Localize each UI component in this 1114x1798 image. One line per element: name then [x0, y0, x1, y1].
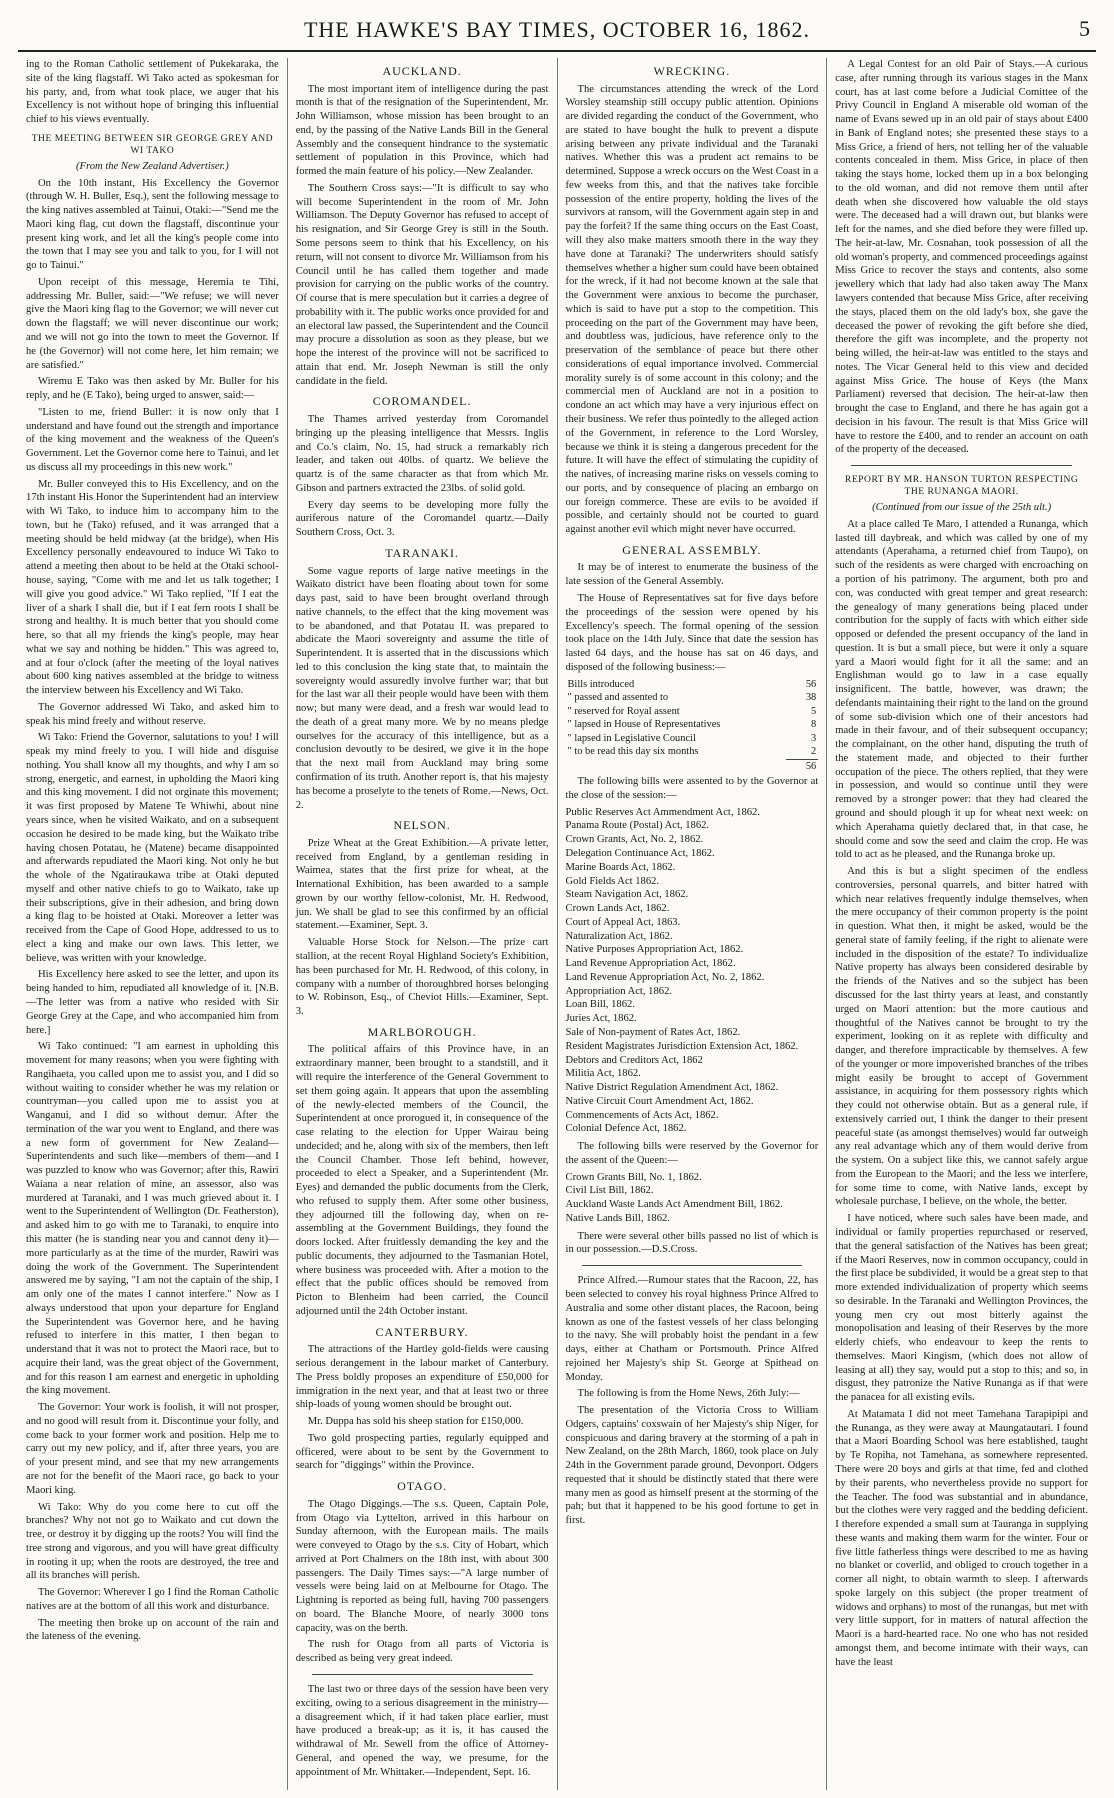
column-1 [18, 58, 287, 1790]
bills-statistics-row [566, 705, 819, 719]
news-paragraph: Valuable Horse Stock for Nelson.—The prize cart stallion, at the recent Royal Highland Society's Exhibition, has been purchased for Mr. H. Redwood, of this colony, in company with a number of thoroughbred horses belonging to W. Robinson, Esq., of Cheviot Hills.—Examiner, Sept. 3. [295, 937, 549, 1018]
meeting-source: (From the New Zealand Advertiser.) [76, 160, 229, 172]
bill-list-item: Civil List Bill, 1862. [565, 1185, 654, 1197]
news-paragraph: The Thames arrived yesterday from Coromandel bringing up the pleasing intelligence that Messrs. Inglis and Co.'s claim, No. 15, had struck a remarkably rich leader, and taken out 40lbs. of quartz. We believe the quartz is of the same character as that from which Mr. Gibson and partners extracted the 23lbs. of solid gold. [295, 414, 549, 494]
masthead [18, 10, 1096, 52]
bill-list-item: Delegation Continuance Act, 1862. [565, 848, 715, 860]
bills-statistics-value: 56 [805, 678, 817, 690]
bills-statistics-row [566, 691, 819, 705]
report-paragraph: At a place called Te Maro, I attended a Runanga, which lasted till daybreak, and which was called by one of my attendants (Aperahama, a returned chief from Taupo), on such of the residents as were charged with encroaching on a portion of his patrimony. The argument, both pro and con, was conducted with great temper and great research: the genealogy of many generations being placed under contribution for the supply of facts with which either side opposed or defended the present occupancy of the land in question. It is but a small piece, but were it only a square yard a Maori would fight for it all the same: and an Englishman would go to law in a case equally insignificent. The battle, however, was drawn; the defendants maintaining their right to the land on the ground of some sub-division which one of their ancestors had made in their favour, and of their subsequent occupancy; the complainant, on the other hand, disputing the truth of the statement made, and objected to their further occupation of the piece. The others replied, that they were in possession, and would so continue until they were removed by a stronger power: that they had cleared the ground and should plough it up for wheat next week: on which Aperahama quietly declared that, in that case, he should come and sow the seed and claim the crop. He was told to act as he pleased, and the Runanga broke up. [835, 518, 1088, 861]
bill-list-item: Militia Act, 1862. [565, 1068, 641, 1080]
assembly-paragraph: There were several other bills passed no list of which is in our possession.—D.S.Cross. [565, 1230, 819, 1256]
bill-list-item: Auckland Waste Lands Act Amendment Bill, 1862. [565, 1199, 783, 1211]
meeting-paragraph: "Listen to me, friend Buller: it is now only that I understand and have found out the strength and importance of the king movement and the weakness of the Queen's Government. Let the Governor come here to Tainui, and let us discuss all my proceedings in this new work." [26, 406, 279, 473]
wrecking-paragraph: The circumstances attending the wreck of the Lord Worsley steamship still occupy public attention. Opinions are divided regarding the conduct of the Government, who are stated to have bought the hulk to prevent a dispute arising between any private individual and the Taranaki natives. Whether this was a prudent act remains to be determined. Suppose a wreck occurs on the West Coast in a few weeks from this, and that the natives take forcible possession of the entire property, holding the lives of the survivors at ransom, will the Government again step in and pay the forfeit? If the same thing occurs on the East Coast, will they also make matters smooth there in the way they have done at Taranaki? The underwriters should satisfy themselves whether a higher sum could have been obtained for the wreck, if it had not become known at the sale that the Government were anxious to become the purchaser, which is said to have put a stop to the competition. This proceeding on the part of the Government may have been, and doubtless was, judicious, have reference only to the preservation of the semblance of peace but there other considerations of equal importance involved. Commercial morality surely is of some account in this colony; and the commercial men of Auckland are not in a position to condone an act which may have a very injurious effect on their business. We refer thus pointedly to the alleged action of the Government, in reference to the Lord Worsley, because we think it is steing a dangerous precedent for the future. It will have the effect of stimulating the cupidity of the natives, of increasing marine risks on vessels coming to our ports, and by consequence of placing an embargo on our foreign commerce. These are evils to be avoided if possible, and certainly should not be courted to guard against another evil which might never have occurred. [565, 83, 819, 536]
news-paragraph: The most important item of intelligence during the past month is that of the resignation of the Superintendent, Mr. John Williamson, whose mission has been brought to an end, by the passing of the Native Lands Bill in the General Assembly and the consequent hindrance to the systematic settlement of population in this Province, which had formed the main feature of his policy.—New Zealander. [295, 83, 549, 178]
bill-list-item: Resident Magistrates Jurisdiction Extension Act, 1862. [565, 1040, 799, 1052]
bills-statistics-label: " lapsed in Legislative Council [567, 732, 696, 744]
bill-list-item: Native Lands Bill, 1862. [565, 1212, 670, 1224]
legal-contest-paragraph: A Legal Contest for an old Pair of Stays.—A curious case, after running through its various stages in the Manx court, has at last come before a Judicial Comittee of the Privy Council in England A miserable old woman of the name of Evans sewed up in an old pair of stays about £400 in Bank of England notes; she presented these stays to a Miss Grice, a friend of hers, not telling her of the valuable contents concealed in them. Miss Grice, in place of then taking the stays home, locked them up in a box belonging to the old woman, and did not remove them until after death when she discovered how valuable the old stays were. The deceased had a will drawn out, but blanks were left for the names, and she died before they were filled up. The heir-at-law, Mr. Cosnahan, took possession of all the old woman's property, and commenced proceedings against Miss Grice to recover the stays and contents, also some jewellery which that lady had also taken away The Manx lawyers contended that because Miss Grice, after receiving the stays, placed them on the old lady's box, she gave the deceased the power of revoking the gift before she died, therefore the gift was incomplete, and the property not being willed, the heir-at-law was entitled to the stays and notes. The Vicar General held to this view and decided against Miss Grice. The house of Keys (the Manx Parliament) reversed that decision. The heir-at-law then brought the case to England, and there he has again got a decision in his favour. The result is that Miss Grice will have to restore the £400, and to render an account on oath of the property of the deceased. [835, 59, 1088, 456]
meeting-paragraph: Wi Tako: Why do you come here to cut off the branches? Why not not go to Waikato and cut down the tree, or destroy it by digging up the roots? You will find the tree strong and vigorous, and you will have great difficulty in rooting it up; when the roots are destroyed, the tree and all its branches will perish. [26, 1501, 279, 1582]
news-paragraph: Two gold prospecting parties, regularly equipped and officered, were about to be sent by the Government to search for "diggings" within the Province. [295, 1432, 549, 1472]
news-paragraph: Some vague reports of large native meetings in the Waikato district have been floating about town for some days past, said to have been brought overland through native channels, to the effect that the king movement was to be abandoned, and that Potatau II. was prepared to abdicate the Maori sovereignty and assume the title of Superintendent. It is asserted that in the discussions which led to this conclusion the king state that, to maintain the sovereignty would assuredly involve further war; that but for the last war all their people would have been with them now; but many were dead, and a fresh war would lead to the death of a great many more. We by no means pledge ourselves for the accuracy of this intelligence, but as a conclusion devoutly to be desired, we give it in the hope that the next mail from Auckland may bring some confirmation of its truth. Another report is, that his majesty has become a proselyte to the tenets of Rome.—News, Oct. 2. [295, 565, 549, 811]
bills-statistics-label: Bills introduced [567, 678, 635, 690]
bills-statistics-row [566, 732, 819, 746]
news-paragraph: The rush for Otago from all parts of Victoria is described as being very great indeed. [295, 1639, 549, 1665]
bill-list-item: Steam Navigation Act, 1862. [565, 889, 689, 901]
news-paragraph: The political affairs of this Province have, in an extraordinary manner, been brought to a standstill, and it will require the interference of the General Government to set them going again. It appears that upon the assembling of the newly-elected members of the Council, the Superintendent at once prorogued it, in consequence of the case relating to the election for Upper Wairau being undecided; and he, along with six of the members, then left the Council Chamber. Those left behind, however, proceeded to elect a Speaker, and a Superintendent (Mr. Eyes) and demanded the public documents from the Clerk, who refused to supply them. After some other business, they adjourned till the following day, when on re-assembling at the Government Buildings, they found the doors locked. After fruitlessly demanding the key and the public documents, they adjourned to the Tasmanian Hotel, where business was proceeded with. After a motion to the effect that the public offices should be removed from Picton to Blenheim had been carried, the Council adjourned until the 24th October instant. [295, 1044, 549, 1317]
reserved-bills-list [566, 1171, 819, 1226]
meeting-paragraph: The Governor: Your work is foolish, it will not prosper, and no good will result from it. Discontinue your folly, and come back to your former work and position. Help me to carry out my new policy, and if, after three years, you are of your present mind, and see that my new arrangements are not for the benefit of the Maori race, go back to your Maori king. [26, 1402, 279, 1496]
news-paragraph: The Otago Diggings.—The s.s. Queen, Captain Pole, from Otago via Lyttelton, arrived in this harbour on Sunday afternoon, with the European mails. The mails were conveyed to Otago by the s.s. City of Hobart, which arrived at Port Chalmers on the 18th inst, with about 300 passengers. The Daily Times says:—"A large number of vessels were being laid on at Melbourne for Otago. The Lightning is reported as being full, having 700 passengers on board. The Blanche Moore, of nearly 3000 tons capacity, was on the berth. [295, 1498, 549, 1634]
assembly-paragraph: It may be of interest to enumerate the business of the late session of the General Assembly. [565, 562, 819, 588]
bill-list-item: Marine Boards Act, 1862. [565, 861, 676, 873]
meeting-paragraph: His Excellency here asked to see the letter, and upon its being handed to him, repudiated all knowledge of it. [N.B.—The letter was from a native who resided with Sir George Grey at the Cape, and who accompanied him from here.] [26, 969, 279, 1036]
bill-list-item: Debtors and Creditors Act, 1862 [565, 1054, 703, 1066]
divider [312, 1674, 533, 1675]
bill-list-item: Naturalization Act, 1862. [565, 930, 673, 942]
report-paragraph: And this is but a slight specimen of the endless controversies, personal quarrels, and bitter hatred with which near relatives frequently indulge themselves, when the mere occupancy of their common property is the point in question. What then, it might be asked, would be the general state of family feeling, if the right to alienate were included in the disposition of the estate? To individualize Native property has always been considered desirable by the friends of the Natives and so the subject has been discussed for the last thirty years at least, and constantly urged on Maori attention: but the more cautious and thoughtful of the Natives cannot be brought to try the experiment, looking on it as replete with difficulty and danger, and therefore impracticable by themselves. A few of the younger or more impoverished branches of the tribes might easily be brought to accept of Government assistance, in acquiring for them possessory rights which they could not otherwise obtain. But as a general rule, if extensively carried out, I think the danger to their present peaceful state (as amongst themselves) would far outweigh any real advantage which any of them would derive from the system. On a subject like this, we cannot safely argue from the European to the Maori; and the less we interfere, for some time to come, with Native lands, except by wholesale purchase, I believe, on the whole, the better. [835, 866, 1088, 1208]
page-columns [18, 58, 1096, 1790]
bill-list-item: Court of Appeal Act, 1863. [565, 916, 681, 928]
meeting-paragraph: Wi Tako continued: "I am earnest in upholding this movement for many reasons; when you were fighting with Rangihaeta, you called upon me to assist you, and I did so without waiting to consider whether he was my relation or countryman—you called upon me to assist you at Wanganui, and I did so without demur. After the termination of the war you went to England, and there was a new form of government for New Zealand—Superintendents and such like—members of them—and I was puzzled to know who was Governor; after this, Rawiri Waiana a near relation of mine, an assessor, also was murdered at Taranaki, and I was much grieved about it. I went to the Superintendent of Wellington (Dr. Featherston), and asked him to go with me to Taranaki, to enquire into this matter (he is standing near you and cannot deny it)—more particularly as at the time of the murder, Rawiri was doing the work of the Government. The Superintendent answered me by saying, "I am not the captain of the ship, I am only one of the mates I cannot interfere." Now as I always understood that upon your departure for England the Superintendent was Governor here, and he having refused to interfere in this matter, I then began to understand that it was not to protect the Maori race, but to acquire their land, was the great object of the Government, and for this reason I am earnest and energetic in upholding the king movement. [26, 1041, 279, 1397]
column-4 [826, 58, 1096, 1790]
bill-list-item: Crown Grants, Act, No. 2, 1862. [565, 834, 704, 846]
report-paragraph: I have noticed, where such sales have been made, and individual or family properties repurchased or reserved, that the general satisfaction of the Natives has been great; if the Maori Reserves, now in common occupancy, could in the first place be subdivided, it would be a great step to that more extended individualization of property which seems so desirable. In the Taranaki and Wellington Provinces, the young men cry out most bitterly against the monopolisation and leasing of their Reserves by the more elderly chiefs, who endeavour to keep the rents to themselves. Maori Kingism, (which does not allow of leasing at all) they say, would put a stop to this; and so, in disgust, they patronize the Native Runanga as if that were the panacea for all existing evils. [835, 1213, 1088, 1404]
bill-list-item: Native Purposes Appropriation Act, 1862. [565, 944, 744, 956]
meeting-paragraph: The meeting then broke up on account of the rain and the lateness of the evening. [26, 1617, 279, 1643]
bill-list-item: Sale of Non-payment of Rates Act, 1862. [565, 1026, 741, 1038]
bills-statistics-row [566, 718, 819, 732]
bill-list-item: Loan Bill, 1862. [565, 999, 635, 1011]
news-paragraph: Mr. Duppa has sold his sheep station for £150,000. [307, 1416, 524, 1428]
bills-statistics-row [566, 745, 819, 759]
bills-statistics-value: 38 [805, 692, 817, 704]
bill-list-item: Crown Lands Act, 1862. [565, 903, 670, 915]
bill-list-item: Land Revenue Appropriation Act, No. 2, 1862. [565, 971, 765, 983]
page-number: 5 [1079, 16, 1090, 41]
bills-statistics-value: 3 [811, 732, 817, 744]
divider [582, 1265, 803, 1266]
bills-statistics-value: 5 [811, 705, 817, 717]
bills-total: 56 [786, 759, 818, 773]
meeting-paragraph: The Governor addressed Wi Tako, and asked him to speak his mind freely and without reserve. [26, 701, 279, 727]
news-paragraph: Every day seems to be developing more fully the auriferous nature of the Coromandel quartz.—Daily Southern Cross, Oct. 3. [295, 499, 549, 539]
bill-list-item: Land Revenue Appropriation Act, 1862. [565, 958, 736, 970]
section-heading-canterbury: CANTERBURY. [375, 1324, 469, 1339]
bill-list-item: Juries Act, 1862. [565, 1013, 637, 1025]
bill-list-item: Colonial Defence Act, 1862. [565, 1123, 687, 1135]
bill-list-item: Native District Regulation Amendment Act, 1862. [565, 1082, 779, 1094]
meeting-paragraph: Wiremu E Tako was then asked by Mr. Buller for his reply, and he (E Tako), being urged to answer, said:— [26, 376, 279, 402]
news-paragraph: The following is from the Home News, 26th July:— [577, 1388, 800, 1400]
meeting-paragraph: On the 10th instant, His Excellency the Governor (through W. H. Buller, Esq.), sent the following message to the king natives assembled at Tainui, Otaki:—"Send me the Maori king flag, cut down the flagstaff, discontinue your present king work, and let all the king's people come into the town that I may see you and talk to you, for I will not go to Tainui." [26, 177, 279, 272]
newspaper-title: THE HAWKE'S BAY TIMES, OCTOBER 16, 1862. [303, 17, 811, 42]
meeting-paragraph: The Governor: Wherever I go I find the Roman Catholic natives are at the bottom of all this work and disturbance. [26, 1587, 279, 1612]
bills-statistics-label: " lapsed in House of Representatives [567, 719, 721, 731]
section-heading-otago: OTAGO. [397, 1479, 448, 1494]
news-paragraph: The attractions of the Hartley gold-fields were causing serious derangement in the labour market of Canterbury. The Press boldly proposes an expenditure of £50,000 for immigration in the next year, and that at least two or three ship-loads of young women should be brought out. [295, 1344, 549, 1411]
bills-statistics-label: " passed and assented to [567, 692, 669, 704]
bill-list-item: Panama Route (Postal) Act, 1862. [565, 820, 710, 832]
section-heading-taranaki: TARANAKI. [385, 545, 459, 560]
meeting-paragraph: Upon receipt of this message, Heremia te Tihi, addressing Mr. Buller, said:—"We refuse; we will never give the Maori king flag to the Governor; we will never cut down the flagstaff; we will never discontinue our work; and we will not go into the town to meet the Governor. If he (the Governor) will not come here, let him remain; we are satisfied." [26, 276, 279, 371]
column-3 [557, 58, 827, 1790]
section-heading-marlborough: MARLBOROUGH. [367, 1024, 477, 1039]
section-heading-general-assembly: GENERAL ASSEMBLY. [622, 542, 762, 557]
bills-statistics-table [566, 678, 819, 774]
bill-list-item: Gold Fields Act 1862. [565, 875, 660, 887]
assembly-paragraph: The following bills were reserved by the Governor for the assent of the Queen:— [565, 1141, 819, 1166]
assented-bills-list [566, 806, 819, 1136]
divider [851, 465, 1072, 466]
meeting-paragraph: Mr. Buller conveyed this to His Excellency, and on the 17th instant His Honor the Superintendent had an interview with Wi Tako, to induce him to accompany him to the town, but he (Tako) refused, and it was arranged that a meeting should be held midway (at the bridge), when His Excellency personally endeavoured to induce Wi Tako to attend a meeting then about to be held at the Otaki school-house, saying, "Come with me and let us talk together; I will give you good advice." Wi Tako replied, "If I eat the liver of a shark I shall die, but if I eat fern roots I shall be strong and healthy. It is much better that you should come here, so that all my friends the king's people, may hear what we say and nothing be hidden." This was agreed to, and at four o'clock (after the meeting of the loyal natives about 600 king natives assembled at the bridge to witness the interview between his Excellency and Wi Tako. [26, 478, 279, 697]
bill-list-item: Crown Grants Bill, No. 1, 1862. [565, 1171, 702, 1183]
news-paragraph: The last two or three days of the session have been very exciting, owing to a serious disagreement in the ministry—a disagreement which, if it had taken place earlier, must have produced a break-up; as it is, it has caused the withdrawal of Mr. Sewell from the office of Attorney-General, and opened the way, we presume, for the appointment of Mr. Whittaker.—Independent, Sept. 16. [295, 1684, 549, 1778]
news-paragraph: Prize Wheat at the Great Exhibition.—A private letter, received from England, by a gentleman residing in Waimea, states that the first prize for wheat, at the International Exhibition, has been awarded to a sample grown by our worthy fellow-colonist, Mr. H. Redwood, jun. We shall be glad to see this confirmed by an official statement.—Examiner, Sept. 3. [295, 837, 549, 932]
assembly-paragraph: The following bills were assented to by the Governor at the close of the session:— [565, 776, 819, 801]
bills-statistics-row [566, 678, 819, 692]
section-heading-nelson: NELSON. [393, 818, 451, 833]
section-heading-wrecking: WRECKING. [653, 64, 731, 78]
article-continuation: ing to the Roman Catholic settlement of Pukekaraka, the site of the king flagstaff. Wi Tako acted as spokesman for his party, and, from what took place, we auger that his Excellency is not without hope of bringing this influential chief to his views eventually. [26, 59, 279, 126]
column-2 [287, 58, 557, 1790]
report-paragraph: At Matamata I did not meet Tamehana Tarapipipi and the Runanga, as they were away at Maungatautari. I found that a Maori Boarding School was here established, taught by Te Ropiha, not Tamehana, as somewhere represented. There were 20 boys and girls at that time, fed and clothed by their parents, who nevertheless provide no support for the Teacher. The food was substantial and in abundance, but the clothes were very ragged and the bedding deficient. I therefore expended a small sum at Tauranga in supplying these wants and making them warm for the winter. Four or five little fatherless things were described to me as having no blanket or coverlid, and obliged to crouch together in a corner all night, to obtain warmth to sleep. I afterwards spoke largely on this subject (the proper treatment of widows and orphans) to most of the runangas, but met with very little support, for in matters of natural affection the Maori is a hard-hearted race. No one who has not resided amongst them, and become intimate with their ways, can have the least [835, 1408, 1088, 1668]
report-headline: REPORT BY MR. HANSON TURTON RESPECTING THE RUNANGA MAORI. [844, 474, 1079, 498]
bill-list-item: Public Reserves Act Ammendment Act, 1862. [565, 806, 760, 818]
bill-list-item: Native Circuit Court Amendment Act, 1862. [565, 1095, 754, 1107]
meeting-paragraph: Wi Tako: Friend the Governor, salutations to you! I will speak my mind freely to you. I will hide and disguise nothing. You shall know all my thoughts, and why I am so strong, energetic, and earnest, in upholding the Maori king and this king movement. I did not orginate this movement; it was first proposed by Matene Te Whiwhi, about nine years since, when he visited Waikato, and on a subsequent occasion he desired to be made king, but the Waikato tribe having chosen Potatau, he (Matene) became disappointed and afterwards repudiated the Maori king. Not only he but the whole of the Ngatiraukawa tribe at Otaki deputed myself and other native chiefs to go to Waikato, take up their subscriptions, give in their adhesion, and bring down a king flag to be hoisted at Otaki. Moreover a letter was received from the Cape of Good Hope, addressed to us to elect a king and make our own laws. This letter, we believe, was written with your knowledge. [26, 732, 279, 964]
assembly-paragraph: The House of Representatives sat for five days before the proceedings of the session were opened by his Excellency's speech. The formal opening of the session took place on the 14th July. Since that date the session has lasted 64 days, and the house has sat on 46 days, and disposed of the following business:— [565, 592, 819, 673]
bills-statistics-value: 2 [811, 746, 817, 758]
section-heading-auckland: AUCKLAND. [382, 64, 462, 78]
bills-statistics-label: " reserved for Royal assent [567, 705, 680, 717]
news-paragraph: Prince Alfred.—Rumour states that the Racoon, 22, has been selected to convey his royal highness Prince Alfred to Australia and some other distant places, the Racoon, being known as one of the fastest vessels of her class belonging to the navy. She will probably hoist the pendant in a few days, either at Chatham or Portsmouth. Prince Alfred rejoined her Majesty's ship St. George at Spithead on Monday. [565, 1275, 819, 1383]
report-continued-note: (Continued from our issue of the 25th ult.) [872, 502, 1052, 514]
news-paragraph: The Southern Cross says:—"It is difficult to say who will become Superintendent in the room of Mr. John Williamson. The Deputy Governor has refused to accept of his resignation, and Sir George Grey is still in the South. Some persons seem to think that his Excellency, on his return, will not consent to divorce Mr. Williamson from his Council until he has called them together and made provision for carrying on the public works of the country. Of course that is mere speculation but it carries a degree of probability with it. The public works once provided for and an electoral law passed, the Superintendent and the Council may procure a dissolution as soon as they please, but we hope the interest of the province will not be sacrificed to attain that end. Mr. Joseph Newman is still the only candidate in the field. [295, 182, 549, 387]
section-heading-coromandel: COROMANDEL. [372, 394, 472, 409]
bills-statistics-value: 8 [811, 719, 817, 731]
bill-list-item: Appropriation Act, 1862. [565, 985, 673, 997]
bills-statistics-label: " to be read this day six months [567, 746, 699, 758]
meeting-headline: THE MEETING BETWEEN SIR GEORGE GREY AND WI TAKO [31, 132, 274, 156]
bill-list-item: Commencements of Acts Act, 1862. [565, 1109, 719, 1121]
news-paragraph: The presentation of the Victoria Cross to William Odgers, captains' coxswain of her Majesty's ship Niger, for conspicuous and daring bravery at the storming of a pah in New Zealand, on the 28th March, 1860, took place on July 24th in the Government parade ground, Devonport. Odgers requested that it should be distinctly stated that there were many men as good as himself present at the storming of the pah; but that it happened to be his good fortune to get in first. [565, 1405, 819, 1527]
